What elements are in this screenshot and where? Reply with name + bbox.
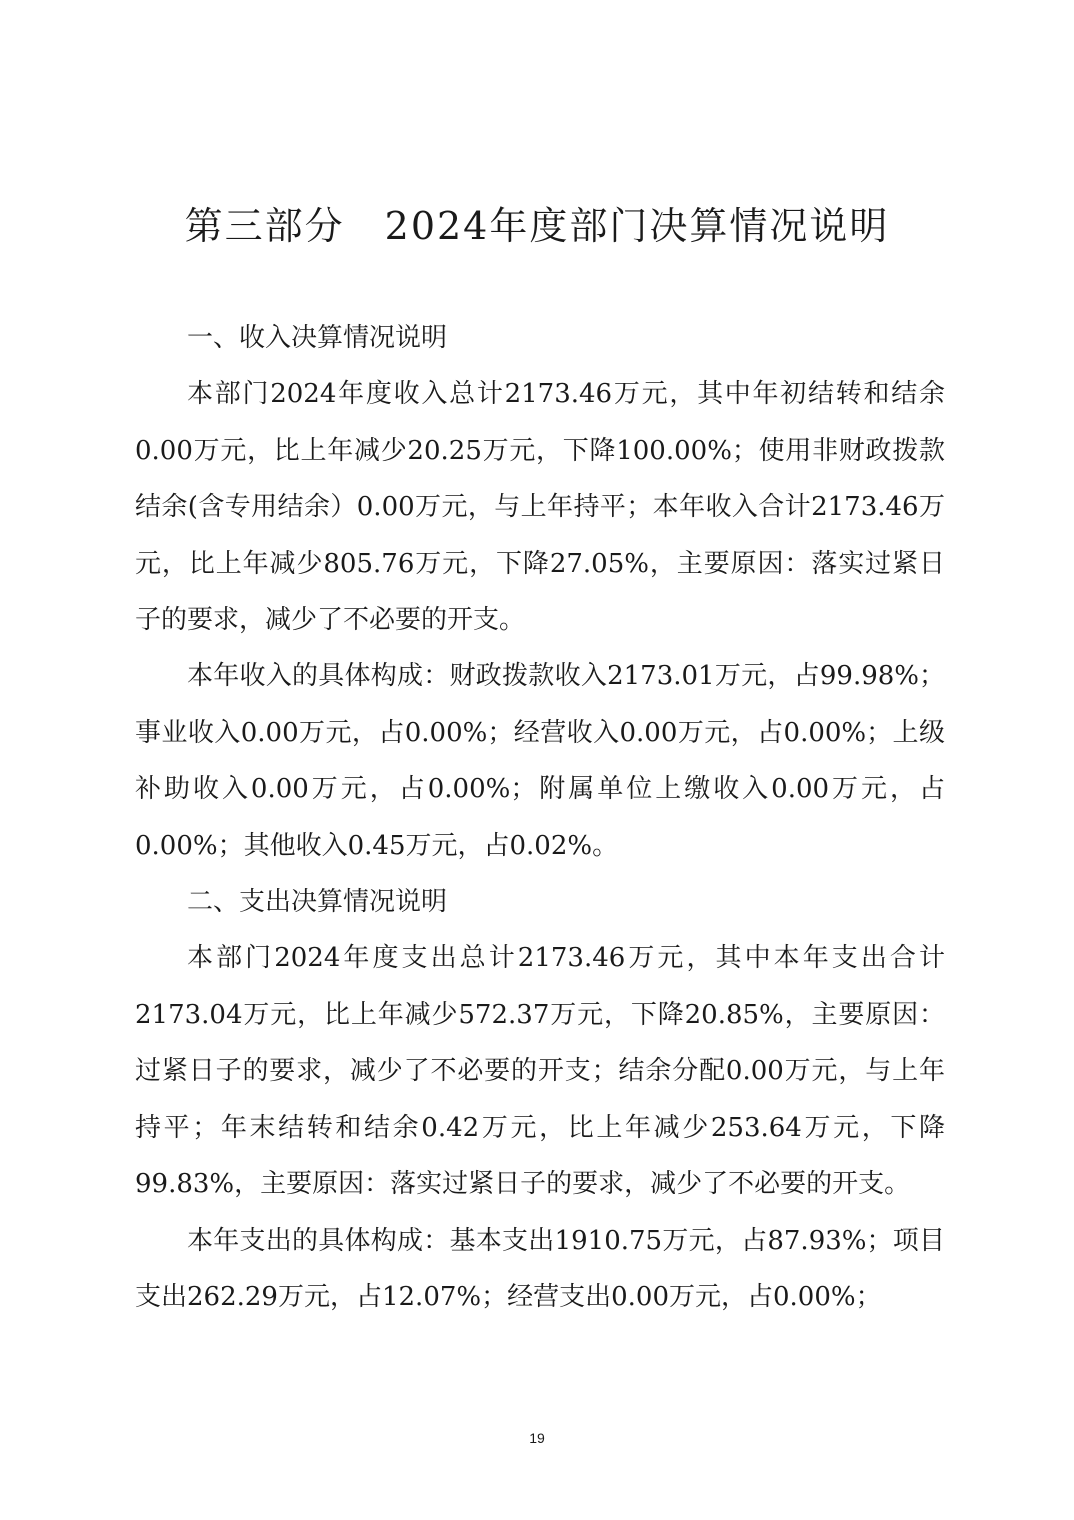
paragraph-expenditure-composition: 本年支出的具体构成：基本支出1910.75万元，占87.93%；项目支出262.29万元，占12.07%；经营支出0.00万元，占0.00%； <box>135 1225 945 1312</box>
section-heading-income: 一、收入决算情况说明 <box>187 323 448 353</box>
paragraph-income-composition: 本年收入的具体构成：财政拨款收入2173.01万元，占99.98%；事业收入0.00万元，占0.00%；经营收入0.00万元，占0.00%；上级补助收入0.00万元，占0.00%；附属单位上缴收入0.00万元，占0.00%；其他收入0.45万元，占0.02%。 <box>135 661 945 861</box>
page-number: 19 <box>529 1430 545 1446</box>
section-heading-expenditure: 二、支出决算情况说明 <box>187 887 448 918</box>
paragraph-expenditure-summary: 本部门2024年度支出总计2173.46万元，其中本年支出合计2173.04万元，比上年减少572.37万元，下降20.85%，主要原因：过紧日子的要求，减少了不必要的开支；结余分配0.00万元，与上年持平；年末结转和结余0.42万元，比上年减少253.64万元，下降99.83%，主要原因：落实过紧日子的要求，减少了不必要的开支。 <box>135 943 945 1200</box>
document-body <box>135 310 945 1325</box>
paragraph-income-summary: 本部门2024年度收入总计2173.46万元，其中年初结转和结余0.00万元，比上年减少20.25万元，下降100.00%；使用非财政拨款结余(含专用结余）0.00万元，与上年持平；本年收入合计2173.46万元，比上年减少805.76万元，下降27.05%，主要原因：落实过紧日子的要求，减少了不必要的开支。 <box>135 379 945 636</box>
page-title: 第三部分 2024年度部门决算情况说明 <box>184 204 890 248</box>
